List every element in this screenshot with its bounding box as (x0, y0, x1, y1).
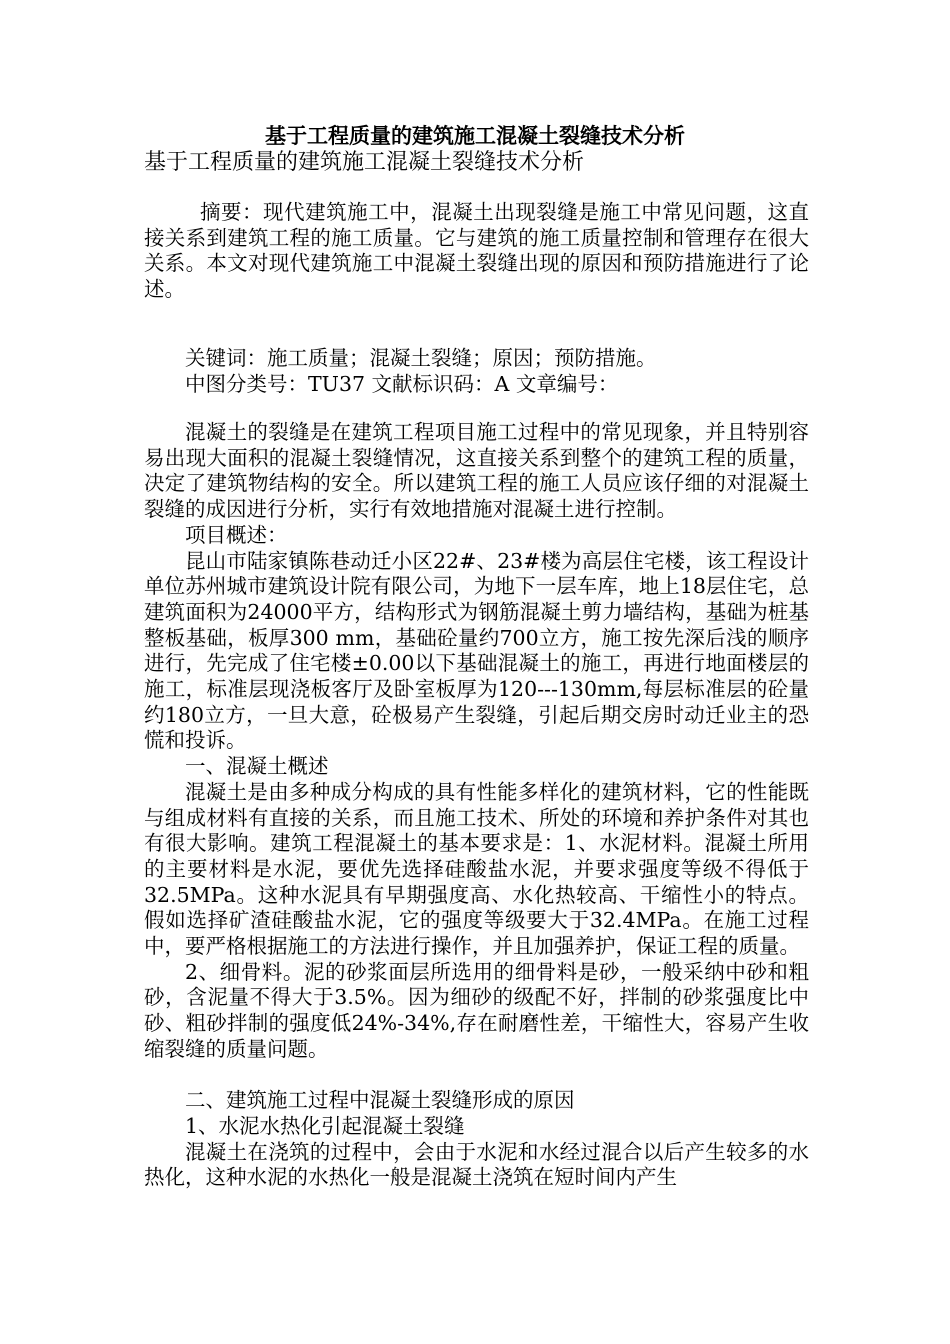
body-paragraph: 昆山市陆家镇陈巷动迁小区22#、23#楼为高层住宅楼，该工程设计单位苏州城市建筑设计院有限公司，为地下一层车库，地上18层住宅，总建筑面积为24000平方，结构形式为钢筋混凝土剪力墙结构，基础为桩基整板基础，板厚300 mm，基础砼量约700立方，施工按先深后浅的顺序进行，先完成了住宅楼±0.00以下基础混凝土的施工，再进行地面楼层的施工，标准层现浇板客厅及卧室板厚为120---130mm,每层标准层的砼量约180立方，一旦大意，砼极易产生裂缝，引起后期交房时动迁业主的恐慌和投诉。 (144, 548, 809, 753)
document-subtitle: 基于工程质量的建筑施工混凝土裂缝技术分析 (144, 150, 585, 175)
classification-line: 中图分类号：TU37 文献标识码：A 文章编号： (185, 371, 619, 396)
body-paragraph: 2、细骨料。泥的砂浆面层所选用的细骨料是砂，一般采纳中砂和粗砂，含泥量不得大于3.5%。因为细砂的级配不好，拌制的砂浆强度比中砂、粗砂拌制的强度低24%-34%,存在耐磨性差，干缩性大，容易产生收缩裂缝的质量问题。 (144, 959, 809, 1061)
body-paragraph: 混凝土在浇筑的过程中，会由于水泥和水经过混合以后产生较多的水热化，这种水泥的水热化一般是混凝土浇筑在短时间内产生 (144, 1139, 809, 1190)
section-heading: 一、混凝土概述 (185, 754, 329, 779)
section-heading: 项目概述： (185, 522, 288, 547)
abstract-section (144, 200, 809, 303)
subsection-heading: 1、水泥水热化引起混凝土裂缝 (185, 1113, 465, 1138)
main-text (144, 420, 809, 1191)
body-paragraph: 混凝土是由多种成分构成的具有性能多样化的建筑材料，它的性能既与组成材料有直接的关系，而且施工技术、所处的环境和养护条件对其也有很大影响。建筑工程混凝土的基本要求是：1、水泥材料。混凝土所用的主要材料是水泥，要优先选择硅酸盐水泥，并要求强度等级不得低于32.5MPa。这种水泥具有早期强度高、水化热较高、干缩性小的特点。假如选择矿渣硅酸盐水泥，它的强度等级要大于32.4MPa。在施工过程中，要严格根据施工的方法进行操作，并且加强养护，保证工程的质量。 (144, 779, 809, 959)
document-title: 基于工程质量的建筑施工混凝土裂缝技术分析 (265, 123, 685, 148)
abstract-paragraph: 摘要：现代建筑施工中，混凝土出现裂缝是施工中常见问题，这直接关系到建筑工程的施工质量。它与建筑的施工质量控制和管理存在很大关系。本文对现代建筑施工中混凝土裂缝出现的原因和预防措施进行了论述。 (144, 200, 809, 302)
section-heading: 二、建筑施工过程中混凝土裂缝形成的原因 (185, 1088, 575, 1113)
body-paragraph: 混凝土的裂缝是在建筑工程项目施工过程中的常见现象，并且特别容易出现大面积的混凝土裂缝情况，这直接关系到整个的建筑工程的质量，决定了建筑物结构的安全。所以建筑工程的施工人员应该仔细的对混凝土裂缝的成因进行分析，实行有效地措施对混凝土进行控制。 (144, 420, 809, 522)
keywords-section (144, 346, 809, 397)
keywords-line: 关键词：施工质量；混凝土裂缝；原因；预防措施。 (185, 346, 657, 370)
paragraph-spacer (144, 1063, 809, 1089)
